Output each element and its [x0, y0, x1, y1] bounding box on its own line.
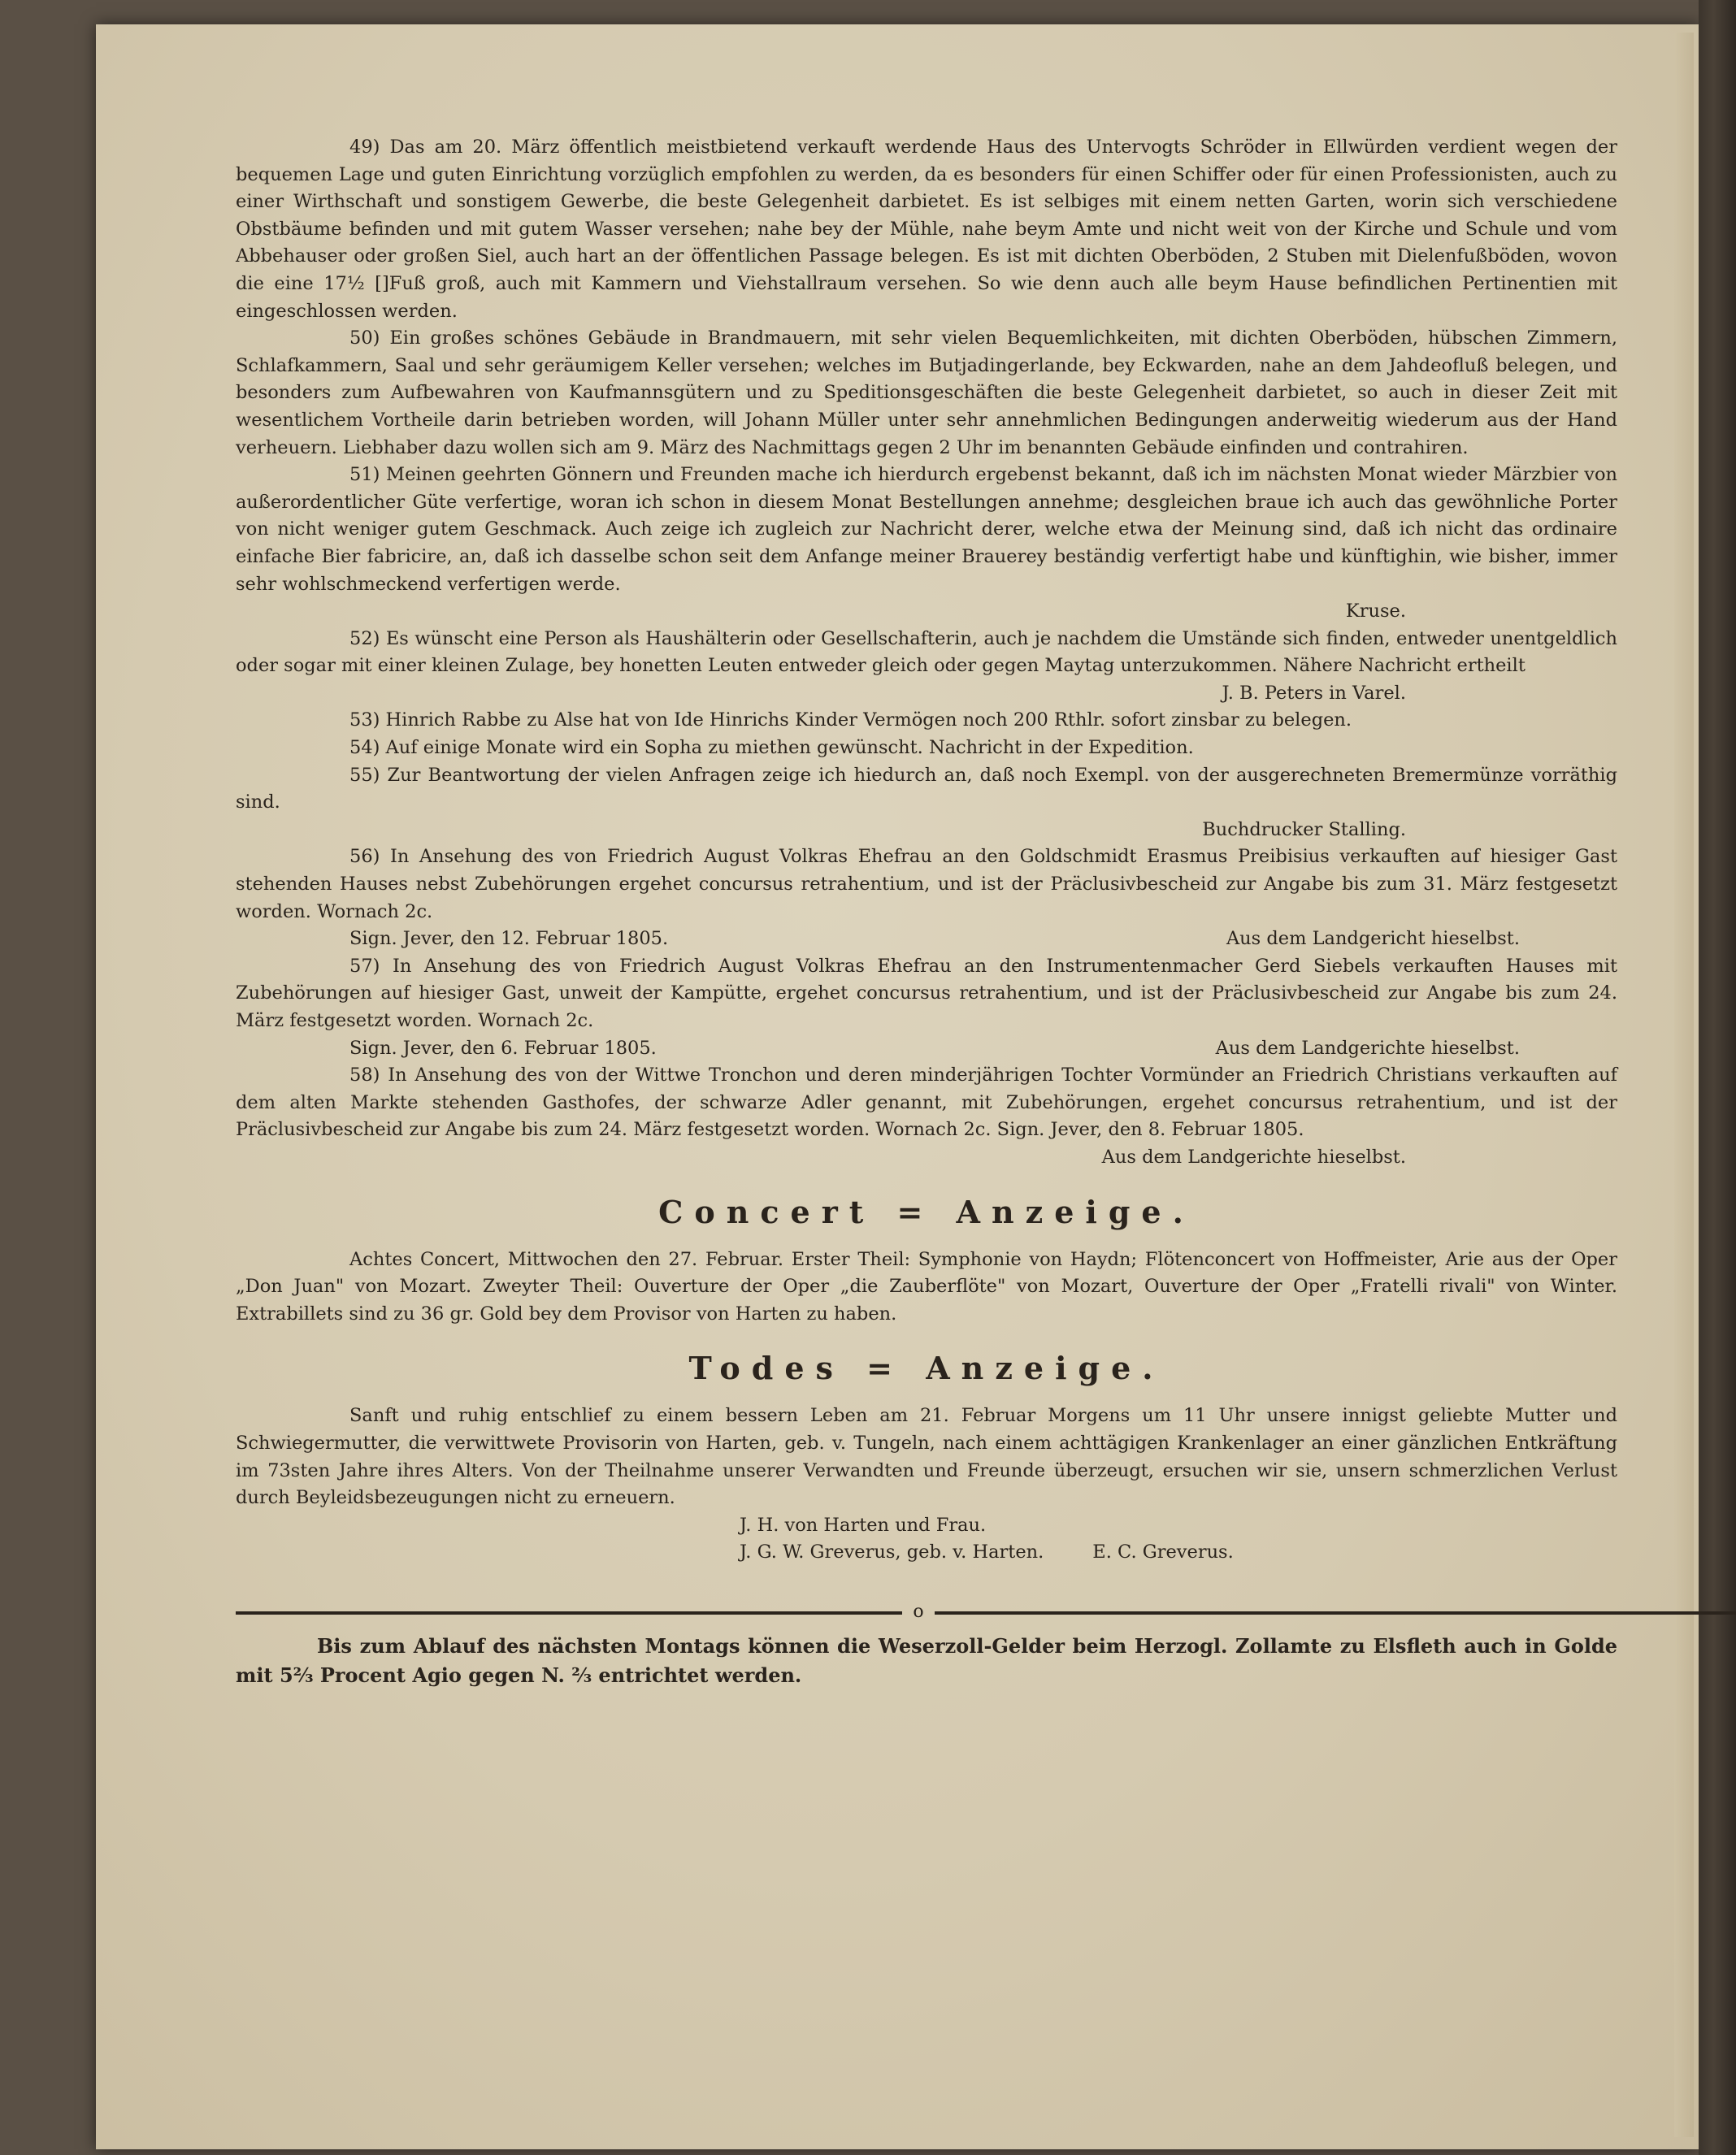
- entry-49: 49) Das am 20. März öffentlich meistbietend verkauft werdende Haus des Untervogts Schröder in Ellwürden verdient wegen der bequemen Lage und guten Einrichtung vorzüglich empfohlen zu werden, da es besonders für einen Schiffer oder für einen Professionisten, auch zu einer Wirthschaft und sonstigem Gewerbe, die beste Gelegenheit darbietet. Es ist selbiges mit einem netten Garten, worin sich verschiedene Obstbäume befinden und mit gutem Wasser versehen; nahe bey der Mühle, nahe beym Amte und nicht weit von der Kirche und Schule und vom Abbehauser oder großen Siel, auch hart an der öffentlichen Passage belegen. Es ist mit dichten Oberböden, 2 Stuben mit Dielenfußböden, wovon die eine 17½ []Fuß groß, auch mit Kammern und Viehstallraum versehen. So wie denn auch alle beym Hause befindlichen Pertinentien mit eingeschlossen werden.: [236, 137, 1617, 322]
- separator-ornament: o: [913, 1601, 924, 1622]
- binding-strip: [1699, 0, 1736, 2155]
- separator: [236, 1599, 1617, 1624]
- page-edge: [1674, 33, 1694, 2137]
- entry-51: 51) Meinen geehrten Gönnern und Freunden mache ich hierdurch ergebenst bekannt, daß ich im nächsten Monat wieder Märzbier von außerordentlicher Güte verfertige, woran ich schon in diesem Monat Bestellungen annehme; desgleichen braue ich auch das gewöhnliche Porter von nicht weniger gutem Geschmack. Auch zeige ich zugleich zur Nachricht derer, welche etwa der Meinung sind, daß ich nicht das ordinaire einfache Bier fabricire, an, daß ich dasselbe schon seit dem Anfange meiner Brauerey beständig verfertigt habe und künftighin, wie bisher, immer sehr wohlschmeckend verfertigen werde.: [236, 464, 1617, 595]
- entry-55: 55) Zur Beantwortung der vielen Anfragen zeige ich hiedurch an, daß noch Exempl. von der ausgerechneten Bremermünze vorräthig sind.: [236, 764, 1617, 813]
- entry-56-signline: [236, 926, 1617, 953]
- entry-51-signature: Kruse.: [1345, 601, 1406, 622]
- concert-text: Achtes Concert, Mittwochen den 27. Februar. Erster Theil: Symphonie von Haydn; Flötenconcert von Hoffmeister, Arie aus der Oper „Don Juan" von Mozart. Zweyter Theil: Ouverture der Oper „die Zauberflöte" von Mozart, Ouverture der Oper „Fratelli rivali" von Winter. Extrabillets sind zu 36 gr. Gold bey dem Provisor von Harten zu haben.: [236, 1248, 1617, 1325]
- text-block: [236, 134, 1617, 1690]
- death-heading: Todes = Anzeige.: [688, 1350, 1165, 1387]
- death-signature-3: E. C. Greverus.: [1092, 1541, 1234, 1563]
- death-text: Sanft und ruhig entschlief zu einem bessern Leben am 21. Februar Morgens um 11 Uhr unsere innigst geliebte Mutter und Schwiegermutter, die verwittwete Provisorin von Harten, geb. v. Tungeln, nach einem achttägigen Krankenlager an einer gänzlichen Entkräftung im 73sten Jahre ihres Alters. Von der Theilnahme unserer Verwandten und Freunde überzeugt, ersuchen wir sie, unsern schmerzlichen Verlust durch Beyleidsbezeugungen nicht zu erneuern.: [236, 1405, 1617, 1509]
- separator-rule-right: [935, 1611, 1736, 1615]
- concert-heading: Concert = Anzeige.: [658, 1193, 1195, 1230]
- entry-50: 50) Ein großes schönes Gebäude in Brandmauern, mit sehr vielen Bequemlichkeiten, mit dichten Oberböden, hübschen Zimmern, Schlafkammern, Saal und sehr geräumigem Keller versehen; welches im Butjadingerlande, bey Eckwarden, nahe an dem Jahdeofluß belegen, und besonders zum Aufbewahren von Kaufmannsgütern und zu Speditionsgeschäften die beste Gelegenheit darbietet, so auch in dieser Zeit mit wesentlichem Vortheile darin betrieben worden, will Johann Müller unter sehr annehmlichen Bedingungen anderweitig wiederum aus der Hand verheuern. Liebhaber dazu wollen sich am 9. März des Nachmittags gegen 2 Uhr im benannten Gebäude einfinden und contrahiren.: [236, 327, 1617, 458]
- separator-rule-left: [236, 1611, 902, 1615]
- entry-57-sign-left: Sign. Jever, den 6. Februar 1805.: [349, 1037, 657, 1059]
- entry-58-signature: Aus dem Landgerichte hieselbst.: [1101, 1146, 1406, 1168]
- death-signature-1: J. H. von Harten und Frau.: [740, 1514, 987, 1536]
- entry-57-signline: [236, 1035, 1617, 1063]
- entry-57: 57) In Ansehung des von Friedrich August Volkras Ehefrau an den Instrumentenmacher Gerd Siebels verkauften Hauses mit Zubehörungen auf hiesiger Gast, unweit der Kampütte, ergehet concursus retrahentium, und ist der Präclusivbescheid zur Angabe bis zum 24. März festgesetzt worden. Wornach 2c.: [236, 955, 1617, 1031]
- entry-56-sign-left: Sign. Jever, den 12. Februar 1805.: [349, 928, 669, 950]
- entry-57-sign-right: Aus dem Landgerichte hieselbst.: [1215, 1037, 1520, 1059]
- entry-58: 58) In Ansehung des von der Wittwe Tronchon und deren minderjährigen Tochter Vormünder an Friedrich Christians verkauften auf dem alten Markte stehenden Gasthofes, der schwarze Adler genannt, mit Zubehörungen, ergehet concursus retrahentium, und ist der Präclusivbescheid zur Angabe bis zum 24. März festgesetzt worden. Wornach 2c. Sign. Jever, den 8. Februar 1805.: [236, 1064, 1617, 1141]
- entry-52: 52) Es wünscht eine Person als Haushälterin oder Gesellschafterin, auch je nachdem die Umstände sich finden, entweder unentgeldlich oder sogar mit einer kleinen Zulage, bey honetten Leuten entweder gleich oder gegen Maytag unterzukommen. Nähere Nachricht ertheilt: [236, 627, 1617, 677]
- entry-55-signature: Buchdrucker Stalling.: [1202, 818, 1406, 840]
- death-signature-row: [236, 1539, 1617, 1567]
- entry-56-sign-right: Aus dem Landgericht hieselbst.: [1226, 928, 1520, 950]
- entry-56: 56) In Ansehung des von Friedrich August Volkras Ehefrau an den Goldschmidt Erasmus Preibisius verkauften auf hiesiger Gast stehenden Hauses nebst Zubehörungen ergehet concursus retrahentium, und ist der Präclusivbescheid zur Angabe bis zum 31. März festgesetzt worden. Wornach 2c.: [236, 846, 1617, 922]
- entry-52-signature: J. B. Peters in Varel.: [1222, 682, 1406, 704]
- entry-53: 53) Hinrich Rabbe zu Alse hat von Ide Hinrichs Kinder Vermögen noch 200 Rthlr. sofort zinsbar zu belegen.: [349, 709, 1352, 731]
- death-signature-2: J. G. W. Greverus, geb. v. Harten.: [740, 1541, 1044, 1563]
- final-notice: Bis zum Ablauf des nächsten Montags können die Weserzoll-Gelder beim Herzogl. Zollamte zu Elsfleth auch in Golde mit 5⅔ Procent Agio gegen N. ⅔ entrichtet werden.: [236, 1633, 1617, 1687]
- entry-54: 54) Auf einige Monate wird ein Sopha zu miethen gewünscht. Nachricht in der Expedition.: [349, 737, 1194, 759]
